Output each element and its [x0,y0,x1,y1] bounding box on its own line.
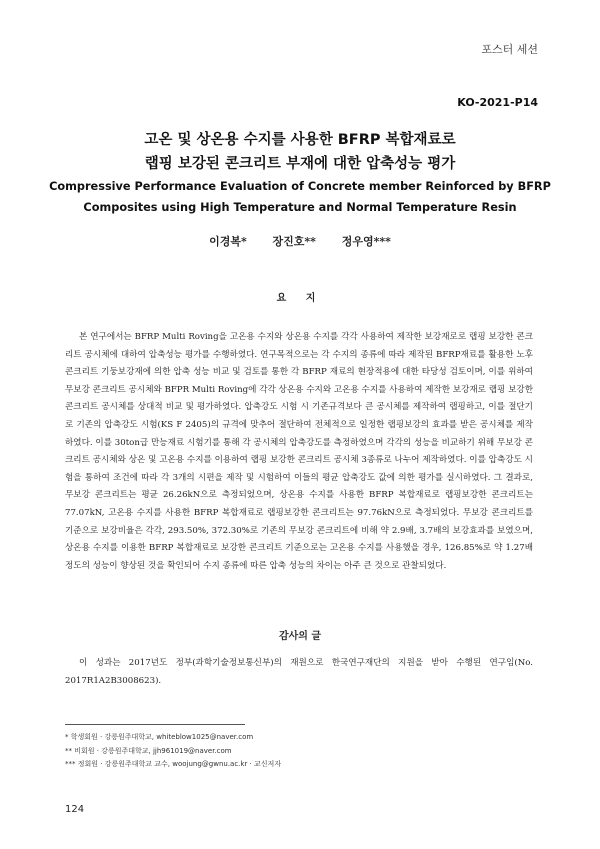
acknowledgement-text: 이 성과는 2017년도 정부(과학기술정보통신부)의 재원으로 한국연구재단의 지원을 받아 수행된 연구임(No. 2017R1A2B3008623). [65,658,533,686]
footnote-2: ** 비회원 · 강릉원주대학교, jjh961019@naver.com [65,746,232,755]
footnote-1: * 학생회원 · 강릉원주대학교, whiteblow1025@naver.com [65,733,254,741]
english-title-line-2: Composites using High Temperature and Normal Temperature Resin [83,201,517,214]
page-number: 124 [65,804,85,815]
session-label: 포스터 세션 [481,43,538,56]
author-1: 이경복* [209,235,247,248]
korean-title-line-2: 랩핑 보강된 콘크리트 부재에 대한 압축성능 평가 [144,156,456,172]
english-title-line-1: Compressive Performance Evaluation of Concrete member Reinforced by BFRP [49,180,551,193]
korean-title-line-1: 고온 및 상온용 수지를 사용한 BFRP 복합재료로 [144,132,456,148]
footnote-3: *** 정회원 · 강릉원주대학교 교수, woojung@gwnu.ac.kr · 교신저자 [65,760,282,768]
abstract-text: 본 연구에서는 BFRP Multi Roving을 고온용 수지와 상온용 수지를 각각 사용하여 제작한 보강재로로 랩핑 보강한 콘크리트 공시체에 대하여 압축성능 평가를 수행하였다. 연구목적으로는 각 수지의 종류에 따라 제작된 BFRP재료를 활용한 노후 콘크리트 기둥보강재에 의한 압축 성능 비교 및 검토를 통한 각 BFRP 재료의 현장적용에 대한 타당성 검토이며, 이를 위하여 무보강 콘크리트 공시체와 BFPR Multi Roving에 각각 상온용 수지와 고온용 수지를 사용하여 제작한 보강재로 랩핑 보강한 콘크리트 공시체를 상대적 비교 및 평가하였다. 압축강도 시험 시 기존규격보다 큰 공시체를 제작하여 랩핑하고, 이를 절단기로 기존의 압축강도 시험(KS F 2405)의 규격에 맞추어 절단하여 전체적으로 일정한 랩핑보강의 효과를 받은 공시체를 제작하였다. 이를 30ton급 만능재료 시험기를 통해 각 공시체의 압축강도를 측정하였으며 각각의 성능을 비교하기 위해 무보강 콘크리트 공시체와 상온 및 고온용 수지를 이용하여 랩핑 보강한 콘크리트 공시체 3종류로 나누어 제작하였다. 이를 압축강도 시험을 통하여 조건에 따라 각 3개의 시편을 제작 및 시험하여 이들의 평균 압축강도 값에 의한 평가를 실시하였다. 그 결과로, 무보강 콘크리트는 평균 26.26kN으로 측정되었으며, 상온용 수지를 사용한 BFRP 복합재료로 랩핑보강한 콘크리트는 77.07kN, 고온용 수지를 사용한 BFRP 복합재료로 랩핑보강한 콘크리트는 97.76kN으로 측정되었다. 무보강 콘크리트를 기준으로 보강비율은 각각, 293.50%, 372.30%로 기존의 무보강 콘크리트에 비해 약 2.9배, 3.7배의 보강효과를 보였으며, 상온용 수지를 이용한 BFRP 복합재료로 보강한 콘크리트 기준으로는 고온용 수지를 사용했을 경우, 126.85%로 약 1.27배 정도의 성능이 향상된 것을 확인되어 수지 종류에 따른 압축 성능의 차이는 아주 큰 것으로 관찰되었다. [65,332,533,571]
korean-title [0,128,600,176]
acknowledgement-heading: 감사의 글 [278,631,322,642]
footnote-divider [65,724,245,725]
author-3: 정우영*** [341,235,391,248]
paper-code: KO-2021-P14 [457,96,538,109]
author-2: 장진호** [272,235,316,248]
abstract-heading: 요 지 [276,293,324,304]
english-title [0,176,600,218]
footnotes [65,731,535,772]
author-list [0,233,600,249]
